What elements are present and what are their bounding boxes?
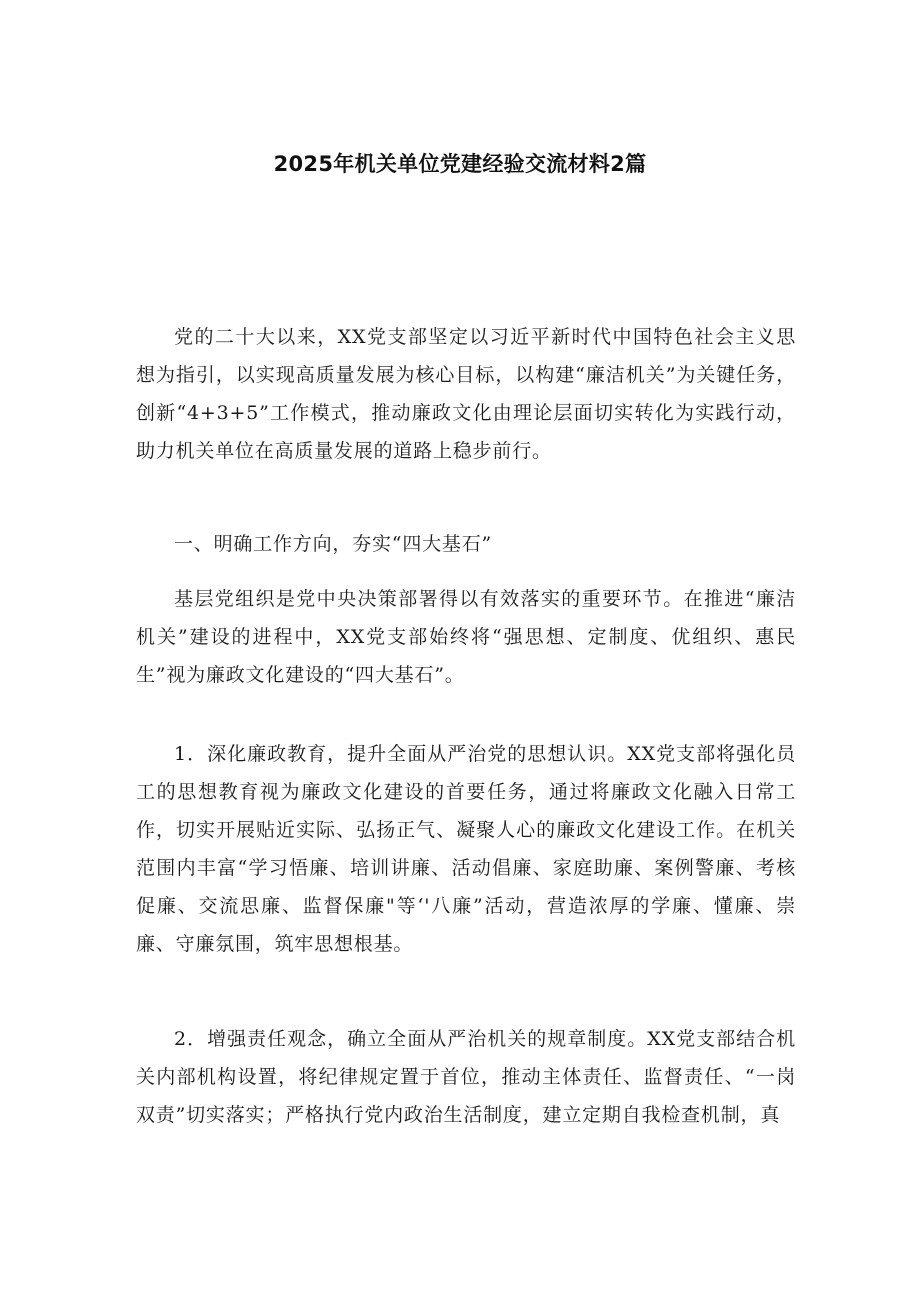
- section-heading-1: 一、明确工作方向，夯实“四大基石”: [174, 533, 493, 555]
- document-title: 2025年机关单位党建经验交流材料2篇: [273, 152, 647, 176]
- intro-paragraph: 党的二十大以来，XX党支部坚定以习近平新时代中国特色社会主义思想为指引，以实现高质量发展为核心目标，以构建“廉洁机关”为关键任务，创新“4+3+5”工作模式，推动廉政文化由理论层面切实转化为实践行动，助力机关单位在高质量发展的道路上稳步前行。: [136, 326, 796, 462]
- section-1-paragraph: 基层党组织是党中央决策部署得以有效落实的重要环节。在推进“廉洁机关”建设的进程中，XX党支部始终将“强思想、定制度、优组织、惠民生”视为廉政文化建设的“四大基石”。: [136, 588, 796, 686]
- item-2-paragraph: 2．增强责任观念，确立全面从严治机关的规章制度。XX党支部结合机关内部机构设置，将纪律规定置于首位，推动主体责任、监督责任、“一岗双责”切实落实；严格执行党内政治生活制度，建立定期自我检查机制，真: [136, 1028, 796, 1126]
- item-1-paragraph: 1．深化廉政教育，提升全面从严治党的思想认识。XX党支部将强化员工的思想教育视为廉政文化建设的首要任务，通过将廉政文化融入日常工作，切实开展贴近实际、弘扬正气、凝聚人心的廉政文化建设工作。在机关范围内丰富“学习悟廉、培训讲廉、活动倡廉、家庭助廉、案例警廉、考核促廉、交流思廉、监督保廉"等‘'八廉”活动，营造浓厚的学廉、懂廉、崇廉、守廉氛围，筑牢思想根基。: [136, 743, 796, 955]
